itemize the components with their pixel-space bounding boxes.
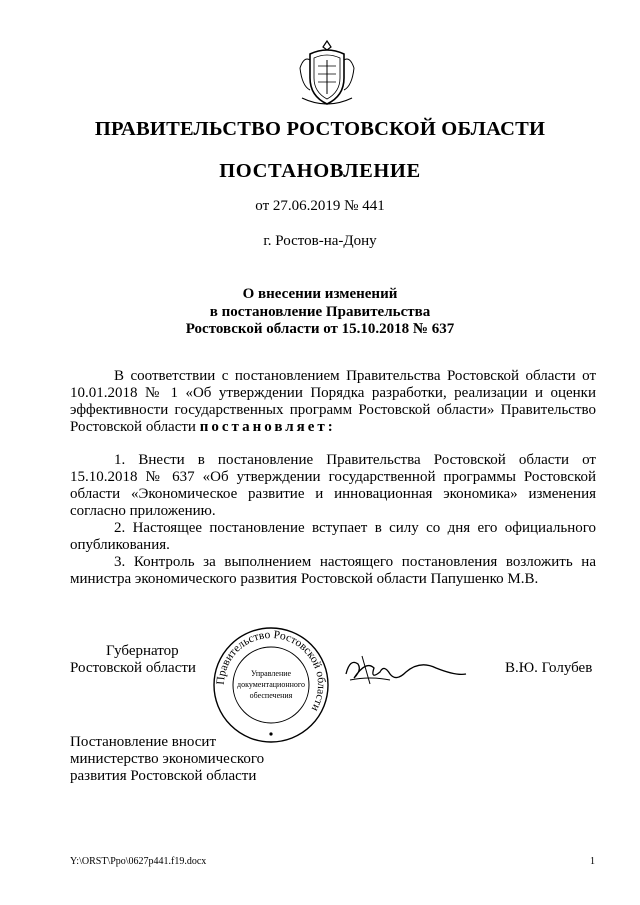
stamp-inner-line: обеспечения: [249, 691, 293, 700]
issuer-line: министерство экономического: [70, 751, 265, 767]
resolution-item: 1. Внести в постановление Правительства Ростовской области от 15.10.2018 № 637 «Об утверждении государственной программы Ростовской области «Экономическое развитие и инновационная экономика» изменения согласно приложению.: [70, 452, 596, 519]
government-title: ПРАВИТЕЛЬСТВО РОСТОВСКОЙ ОБЛАСТИ: [94, 118, 546, 140]
subject-line: в постановление Правительства: [209, 303, 431, 320]
subject-line: Ростовской области от 15.10.2018 № 637: [185, 321, 455, 337]
document-date-number: от 27.06.2019 № 441: [255, 198, 385, 214]
document-subject: [0, 286, 640, 339]
page-number: 1: [590, 856, 595, 867]
signatory-name: В.Ю. Голубев: [505, 660, 593, 676]
stamp-ring-text: Правительство Ростовской области: [214, 628, 328, 714]
issuer-note: [70, 734, 264, 785]
position-line: Ростовской области: [70, 660, 196, 676]
issuer-line: развития Ростовской области: [70, 768, 257, 784]
issuer-line: Постановление вносит: [70, 734, 217, 750]
handwritten-signature: [340, 650, 470, 690]
stamp-inner-line: Управление: [250, 669, 292, 678]
document-type: ПОСТАНОВЛЕНИЕ: [219, 160, 421, 182]
resolution-item: 3. Контроль за выполнением настоящего постановления возложить на министра экономического развития Ростовской области Папушенко М.В.: [70, 554, 596, 587]
preamble-paragraph: [70, 368, 596, 436]
resolution-item: 2. Настоящее постановление вступает в силу со дня его официального опубликования.: [70, 520, 596, 553]
position-line: Губернатор: [106, 643, 179, 659]
official-stamp: [212, 626, 330, 744]
document-city: г. Ростов-на-Дону: [263, 233, 377, 249]
stamp-inner-line: документационного: [237, 680, 305, 689]
resolves-word: постановляет:: [199, 419, 336, 435]
footer-file-path: Y:\ORST\Ppo\0627p441.f19.docx: [70, 856, 207, 867]
coat-of-arms-emblem: [296, 38, 358, 110]
resolution-items: [70, 452, 596, 588]
preamble-text: В соответствии с постановлением Правительства Ростовской области от 10.01.2018 № 1 «Об утверждении Порядка разработки, реализации и оценки эффективности государственных программ Ростовской области» Правительство Ростовской области: [70, 368, 596, 435]
signatory-position: [70, 643, 196, 677]
subject-line: О внесении изменений: [242, 286, 398, 302]
